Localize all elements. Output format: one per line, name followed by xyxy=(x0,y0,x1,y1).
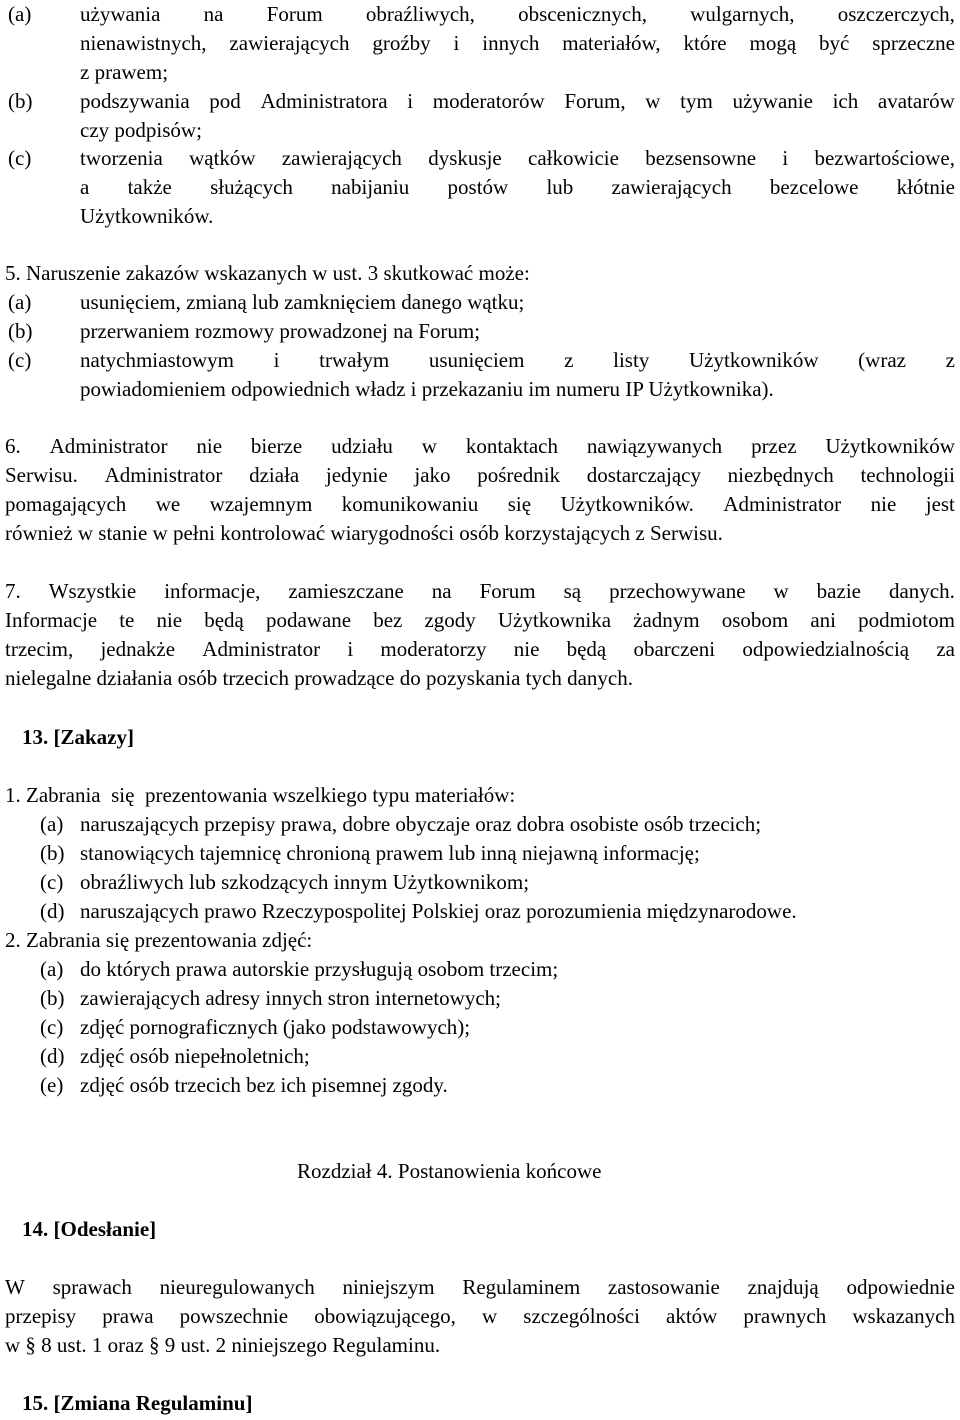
text-line: również w stanie w pełni kontrolować wiarygodności osób korzystających z Serwisu. xyxy=(5,521,723,545)
list-item: zdjęć osób trzecich bez ich pisemnej zgody. xyxy=(80,1073,448,1097)
text-line: Informacje te nie będą podawane bez zgody Użytkownika żadnym osobom ani podmiotom xyxy=(5,608,955,632)
text-line: czy podpisów; xyxy=(80,118,202,142)
text-line: nienawistnych, zawierających groźby i innych materiałów, które mogą być sprzeczne xyxy=(80,31,955,55)
list-item: obraźliwych lub szkodzących innym Użytkownikom; xyxy=(80,870,530,894)
item-label: (a) xyxy=(40,957,64,981)
text-line: usunięciem, zmianą lub zamknięciem danego wątku; xyxy=(80,290,525,314)
paragraph-intro: 5. Naruszenie zakazów wskazanych w ust. 3 skutkować może: xyxy=(5,261,530,285)
section-heading: 15. [Zmiana Regulaminu] xyxy=(22,1391,253,1415)
chapter-title: Rozdział 4. Postanowienia końcowe xyxy=(297,1159,602,1183)
text-line: W sprawach nieuregulowanych niniejszym Regulaminem zastosowanie znajdują odpowiednie xyxy=(5,1275,955,1299)
item-label: (a) xyxy=(8,2,32,26)
text-line: 6. Administrator nie bierze udziału w kontaktach nawiązywanych przez Użytkowników xyxy=(5,434,955,458)
text-line: 7. Wszystkie informacje, zamieszczane na Forum są przechowywane w bazie danych. xyxy=(5,579,955,603)
item-label: (b) xyxy=(8,319,33,343)
text-line: przerwaniem rozmowy prowadzonej na Forum; xyxy=(80,319,481,343)
section-heading: 13. [Zakazy] xyxy=(22,725,134,749)
list-item: naruszających prawo Rzeczypospolitej Polskiej oraz porozumienia międzynarodowe. xyxy=(80,899,797,923)
list-item: do których prawa autorskie przysługują osobom trzecim; xyxy=(80,957,559,981)
item-label: (c) xyxy=(8,348,32,372)
text-line: trzecim, jednakże Administrator i moderatorzy nie będą obarczeni odpowiedzialnością za xyxy=(5,637,955,661)
text-line: podszywania pod Administratora i moderatorów Forum, w tym używanie ich avatarów xyxy=(80,89,955,113)
list-item: zdjęć pornograficznych (jako podstawowych); xyxy=(80,1015,471,1039)
item-label: (c) xyxy=(40,870,64,894)
item-label: (b) xyxy=(40,986,65,1010)
item-label: (a) xyxy=(8,290,32,314)
item-label: (b) xyxy=(8,89,33,113)
text-line: przepisy prawa powszechnie obowiązującego, w szczególności aktów prawnych wskazanych xyxy=(5,1304,955,1328)
text-line: pomagających we wzajemnym komunikowaniu się Użytkowników. Administrator nie jest xyxy=(5,492,955,516)
item-label: (c) xyxy=(40,1015,64,1039)
text-line: Serwisu. Administrator działa jedynie jako pośrednik dostarczający niezbędnych technologii xyxy=(5,463,955,487)
text-line: nielegalne działania osób trzecich prowadzące do pozyskania tych danych. xyxy=(5,666,633,690)
item-label: (c) xyxy=(8,146,32,170)
item-label: (b) xyxy=(40,841,65,865)
paragraph-intro: 1. Zabrania się prezentowania wszelkiego typu materiałów: xyxy=(5,783,516,807)
list-item: zawierających adresy innych stron internetowych; xyxy=(80,986,501,1010)
section-heading: 14. [Odesłanie] xyxy=(22,1217,157,1241)
text-line: powiadomieniem odpowiednich władz i przekazaniu im numeru IP Użytkownika). xyxy=(80,377,774,401)
text-line: a także służących nabijaniu postów lub zawierających bezcelowe kłótnie xyxy=(80,175,955,199)
text-line: tworzenia wątków zawierających dyskusje całkowicie bezsensowne i bezwartościowe, xyxy=(80,146,955,170)
item-label: (a) xyxy=(40,812,64,836)
text-line: natychmiastowym i trwałym usunięciem z listy Użytkowników (wraz z xyxy=(80,348,955,372)
text-line: używania na Forum obraźliwych, obscenicznych, wulgarnych, oszczerczych, xyxy=(80,2,955,26)
item-label: (d) xyxy=(40,1044,65,1068)
item-label: (e) xyxy=(40,1073,64,1097)
list-item: stanowiących tajemnicę chronioną prawem lub inną niejawną informację; xyxy=(80,841,700,865)
text-line: z prawem; xyxy=(80,60,169,84)
item-label: (d) xyxy=(40,899,65,923)
text-line: w § 8 ust. 1 oraz § 9 ust. 2 niniejszego Regulaminu. xyxy=(5,1333,441,1357)
text-line: Użytkowników. xyxy=(80,204,214,228)
list-item: zdjęć osób niepełnoletnich; xyxy=(80,1044,310,1068)
list-item: naruszających przepisy prawa, dobre obyczaje oraz dobra osobiste osób trzecich; xyxy=(80,812,762,836)
paragraph-intro: 2. Zabrania się prezentowania zdjęć: xyxy=(5,928,313,952)
